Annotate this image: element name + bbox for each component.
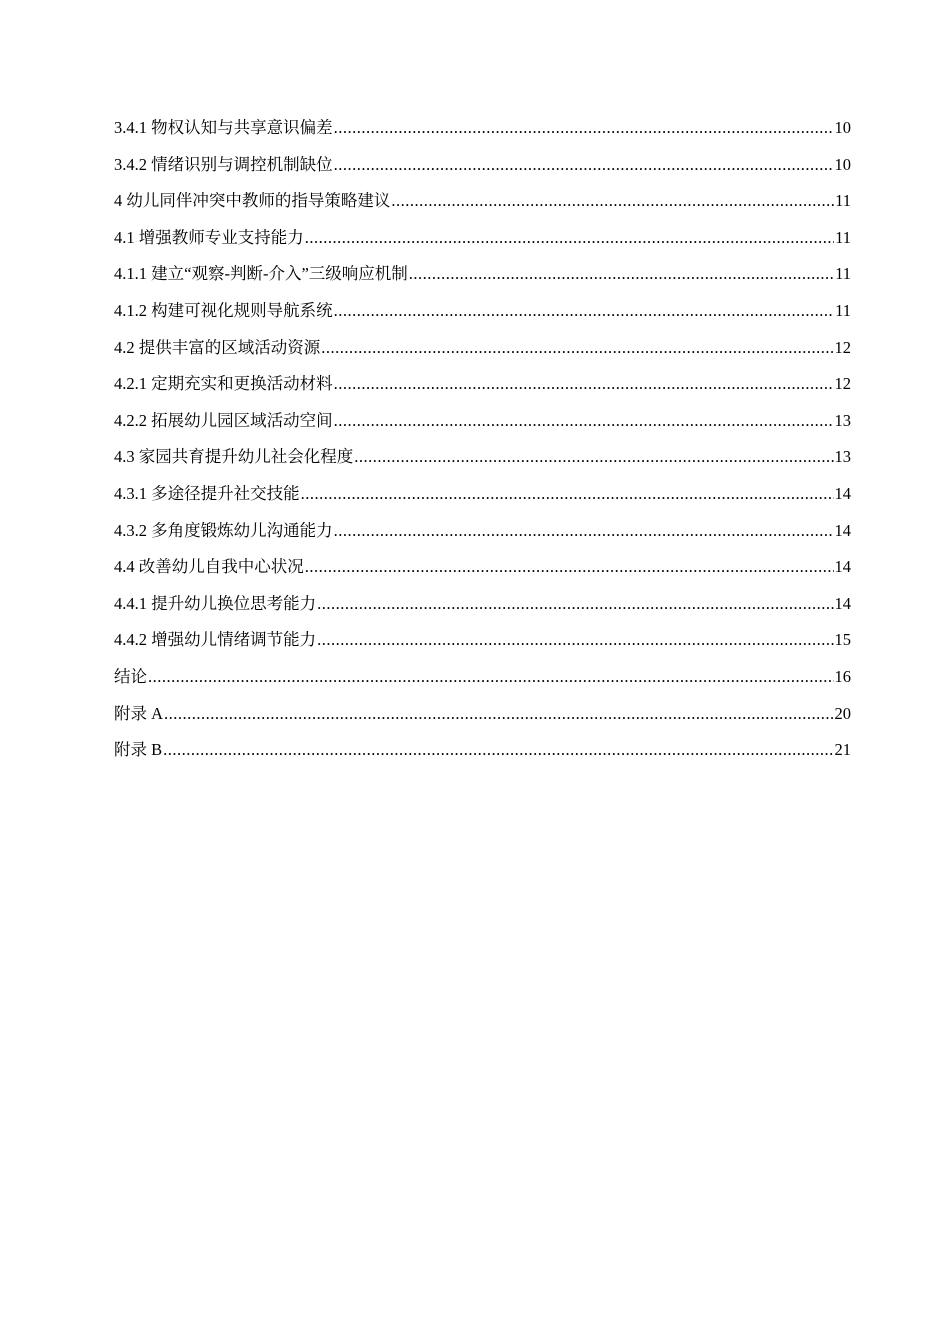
toc-entry-page: 12 — [834, 374, 851, 394]
toc-entry[interactable] — [114, 366, 851, 403]
toc-entry-title: 结论 — [114, 666, 147, 686]
toc-dot-leader — [317, 586, 833, 623]
toc-entry-title: 附录 B — [114, 740, 163, 760]
toc-entry-page: 15 — [834, 630, 851, 650]
toc-entry-title: 4 幼儿同伴冲突中教师的指导策略建议 — [114, 191, 391, 211]
toc-entry[interactable] — [114, 513, 851, 550]
toc-entry[interactable] — [114, 147, 851, 184]
toc-entry[interactable] — [114, 330, 851, 367]
toc-entry[interactable] — [114, 659, 851, 696]
toc-dot-leader — [334, 366, 834, 403]
toc-entry-title: 4.3.2 多角度锻炼幼儿沟通能力 — [114, 520, 333, 540]
toc-entry[interactable] — [114, 220, 851, 257]
toc-entry-page: 10 — [834, 118, 851, 137]
toc-dot-leader — [391, 183, 834, 220]
toc-dot-leader — [305, 549, 834, 586]
toc-entry-title: 4.1 增强教师专业支持能力 — [114, 227, 304, 247]
toc-entry-title: 4.2.2 拓展幼儿园区域活动空间 — [114, 410, 333, 430]
toc-entry[interactable] — [114, 696, 851, 733]
toc-entry[interactable] — [114, 732, 851, 769]
toc-entry-page: 14 — [834, 593, 851, 613]
toc-dot-leader — [334, 110, 834, 147]
toc-entry[interactable] — [114, 439, 851, 476]
toc-entry-title: 4.1.1 建立“观察-判断-介入”三级响应机制 — [114, 264, 408, 284]
toc-entry-title: 4.4.2 增强幼儿情绪调节能力 — [114, 630, 317, 650]
toc-dot-leader — [305, 220, 834, 257]
toc-entry-page: 12 — [834, 337, 851, 357]
toc-entry-title: 3.4.1 物权认知与共享意识偏差 — [114, 118, 333, 137]
toc-dot-leader — [301, 476, 834, 513]
toc-dot-leader — [148, 659, 834, 696]
toc-dot-leader — [334, 513, 834, 550]
toc-entry[interactable] — [114, 293, 851, 330]
toc-dot-leader — [321, 330, 833, 367]
toc-dot-leader — [409, 256, 834, 293]
toc-entry[interactable] — [114, 476, 851, 513]
toc-dot-leader — [164, 696, 833, 733]
toc-entry-title: 4.3 家园共育提升幼儿社会化程度 — [114, 447, 354, 467]
toc-entry-title: 附录 A — [114, 703, 164, 723]
toc-entry-title: 4.1.2 构建可视化规则导航系统 — [114, 300, 333, 320]
toc-dot-leader — [163, 732, 833, 769]
toc-entry-page: 14 — [834, 520, 851, 540]
toc-entry-page: 20 — [834, 703, 851, 723]
toc-entry[interactable] — [114, 586, 851, 623]
toc-entry-title: 4.4.1 提升幼儿换位思考能力 — [114, 593, 317, 613]
toc-entry-page: 16 — [834, 666, 851, 686]
toc-entry[interactable] — [114, 622, 851, 659]
toc-entry[interactable] — [114, 549, 851, 586]
toc-dot-leader — [334, 293, 834, 330]
toc-dot-leader — [317, 622, 833, 659]
toc-entry-page: 11 — [835, 264, 851, 284]
toc-dot-leader — [354, 439, 833, 476]
toc-dot-leader — [334, 403, 834, 440]
toc-entry[interactable] — [114, 110, 851, 147]
toc-entry-page: 14 — [834, 483, 851, 503]
toc-entry-page: 10 — [834, 154, 851, 174]
toc-entry-title: 4.4 改善幼儿自我中心状况 — [114, 557, 304, 577]
toc-entry-page: 13 — [834, 447, 851, 467]
toc-entry[interactable] — [114, 403, 851, 440]
toc-entry[interactable] — [114, 183, 851, 220]
toc-entry-page: 11 — [835, 227, 851, 247]
toc-entry-page: 11 — [835, 300, 851, 320]
toc-entry-page: 14 — [834, 557, 851, 577]
toc-entry[interactable] — [114, 256, 851, 293]
toc-entry-page: 21 — [834, 740, 851, 760]
toc-entry-title: 4.2.1 定期充实和更换活动材料 — [114, 374, 333, 394]
toc-entry-title: 3.4.2 情绪识别与调控机制缺位 — [114, 154, 333, 174]
toc-entry-title: 4.2 提供丰富的区域活动资源 — [114, 337, 321, 357]
toc-entry-page: 13 — [834, 410, 851, 430]
toc-dot-leader — [334, 147, 834, 184]
toc-entry-page: 11 — [835, 191, 851, 211]
table-of-contents — [114, 110, 851, 769]
toc-entry-title: 4.3.1 多途径提升社交技能 — [114, 483, 300, 503]
